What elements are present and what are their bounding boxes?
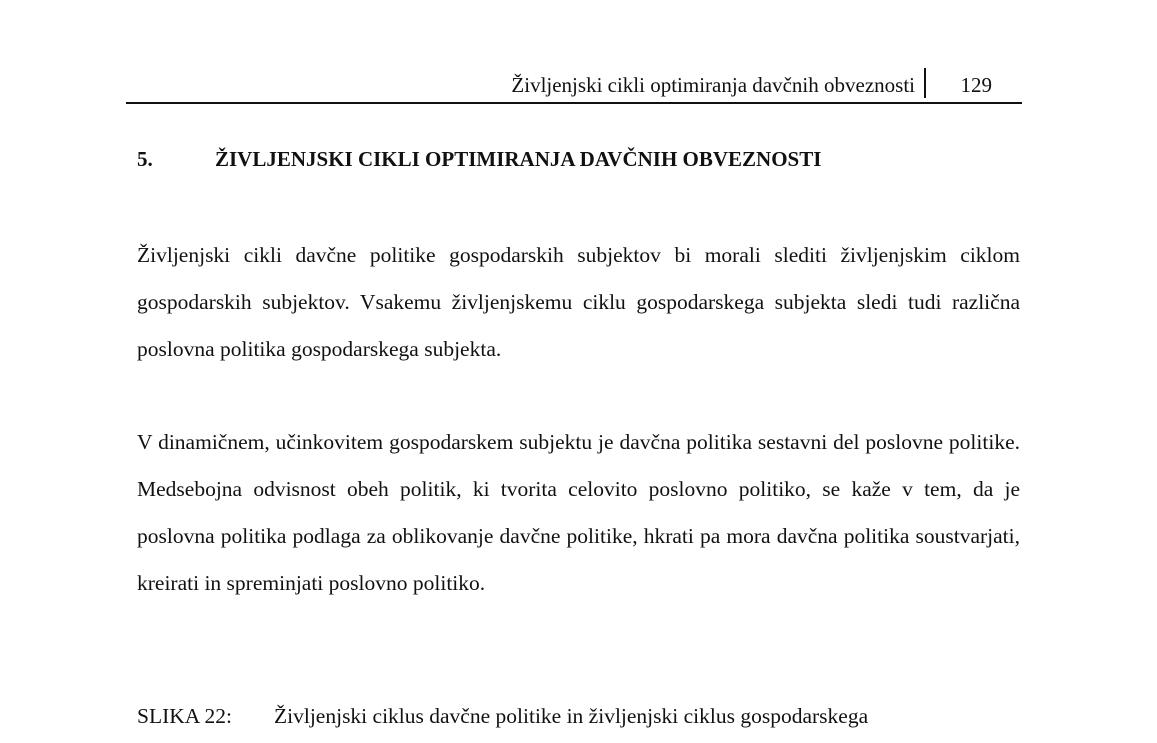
figure-caption-text: Življenjski ciklus davčne politike in življenjski ciklus gospodarskega (274, 704, 869, 728)
chapter-title: ŽIVLJENJSKI CIKLI OPTIMIRANJA DAVČNIH OBVEZNOSTI (215, 147, 822, 171)
chapter-number: 5. (137, 147, 153, 171)
figure-caption (137, 704, 868, 729)
paragraph: V dinamičnem, učinkovitem gospodarskem subjektu je davčna politika sestavni del poslovne politike. Medsebojna odvisnost obeh politik, ki tvorita celovito poslovno politiko, se kaže v tem, da je poslovna politika podlaga za oblikovanje davčne politike, hkrati pa mora davčna politika soustvarjati, kreirati in spreminjati poslovno politiko. (137, 430, 1020, 595)
figure-label: SLIKA 22: (137, 704, 232, 728)
page-number: 129 (960, 73, 992, 97)
running-title: Življenjski cikli optimiranja davčnih obveznosti (511, 73, 915, 97)
running-header (126, 68, 1022, 104)
paragraph: Življenjski cikli davčne politike gospodarskih subjektov bi morali slediti življenjskim ciklom gospodarskih subjektov. Vsakemu življenjskemu ciklu gospodarskega subjekta sledi tudi različna poslovna politika gospodarskega subjekta. (137, 243, 1020, 361)
chapter-heading (137, 147, 821, 172)
header-divider (924, 68, 926, 98)
